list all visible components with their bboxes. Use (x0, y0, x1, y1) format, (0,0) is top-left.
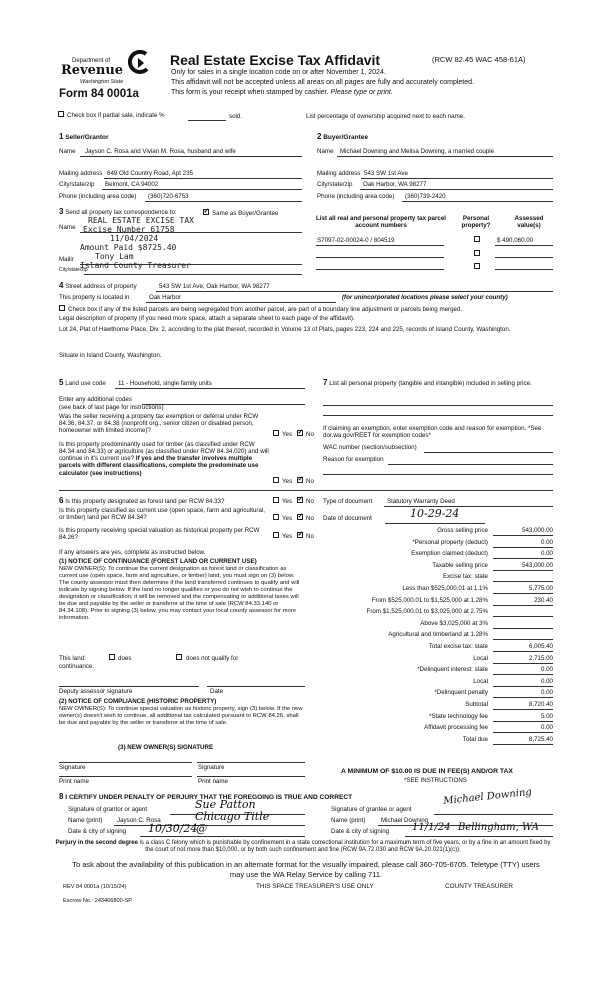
dept-revenue: Revenue (61, 63, 124, 78)
additional-codes-label: Enter any additional codes (59, 396, 132, 403)
tax-row-label: Above $3,025,000 at 3% (420, 619, 488, 627)
seller-mail: 649 Old Country Road, Apt 235 (107, 170, 193, 177)
sec6-if-yes: If any answers are yes, complete as instructed below. (59, 549, 206, 556)
reason-label: Reason for exemption (323, 456, 384, 463)
historic-yes-checkbox[interactable] (273, 532, 279, 538)
form-number: Form 84 0001a (59, 88, 139, 100)
sec5-q2: Is this property predominantly used for timber (as classified under RCW 84.34 and 84.33) or agriculture (as classified under RCW 84.34.020) and will continue in it's current use? If yes and the transfer involves multiple parcels with different classifications, complete the predominate use calculator (see instructions) (59, 441, 269, 477)
partial-sold: sold. (229, 113, 243, 120)
grantee-city: Bellingham, WA (458, 822, 539, 833)
land-use-code: 11 - Household, single family units (118, 380, 212, 387)
same-as-buyer-label: Same as Buyer/Grantee (212, 210, 279, 217)
land-use-line (115, 388, 305, 389)
sec6-q2: Is this property classified as current use (open space, farm and agricultural, or timber) land per RCW 84.34? (59, 507, 266, 522)
tax-row-label: *Personal property (deduct) (412, 538, 488, 546)
historic-no-label: No (306, 533, 314, 540)
seller-phone-label: Phone (including area code) (59, 193, 137, 200)
tax-row-label: *Delinquent interest: state (417, 666, 488, 674)
tax-row-line (493, 581, 553, 582)
parcel-line2 (316, 257, 444, 258)
grantor-signature: Sue Patton (195, 798, 256, 811)
legal-description-1: Lot 24, Plat of Hawthorne Place, Div. 2, according to the plat thereof, recorded in Volume 13 of Plats, pages 223, 224 and 225, records of Island County, Washington. (59, 326, 511, 333)
assessed-value: $ 490,060.00 (497, 237, 534, 244)
assessed-line3 (495, 269, 553, 270)
reason-line2 (323, 474, 553, 475)
notice2-title: (2) NOTICE OF COMPLIANCE (HISTORIC PROPERTY) (59, 698, 217, 705)
grantee-date: 11/1/24 (412, 822, 451, 833)
does-not-qualify-checkbox[interactable] (176, 654, 182, 660)
legal-description-label: Legal description of property (if you need more space, attach a separate sheet to each page of the affidavit). (59, 315, 355, 322)
buyer-phone-line (402, 201, 553, 202)
partial-sale-checkbox[interactable] (58, 111, 64, 117)
buyer-mail: 543 SW 1st Ave (364, 170, 408, 177)
tax-row-label: Local (473, 677, 488, 685)
sec6-q1: 6 Is this property designated as forest land per RCW 84.33? (59, 496, 225, 505)
tax-row-value: 0.00 (540, 538, 553, 546)
forest-no-label: No (306, 498, 314, 505)
stamp-line2: Excise Number 61758 (83, 225, 175, 234)
q2-no-checkbox[interactable] (297, 477, 303, 483)
doc-type-label: Type of document (323, 498, 373, 505)
seller-mail-line (104, 178, 302, 179)
wac-line (424, 452, 553, 453)
seller-phone: (360)720-6753 (148, 193, 189, 200)
grantor-city-handwriting: Chicago Title (195, 810, 270, 823)
header-note3: This form is your receipt when stamped by cashier. Please type or print. (171, 89, 393, 96)
dept-line3: Washington State (80, 79, 124, 85)
grantor-date-line (140, 836, 305, 837)
current-use-no-checkbox[interactable] (297, 514, 303, 520)
deputy-date-label: Date (210, 688, 224, 695)
this-land-label: This land: (59, 655, 86, 662)
personal-property-checkbox-2[interactable] (474, 250, 480, 256)
tax-row-label: Exemption claimed (deduct) (411, 550, 488, 558)
tax-row-value: 230.40 (534, 596, 553, 604)
tax-row-value: 6,005.40 (528, 643, 553, 650)
q1-no-label: No (306, 431, 314, 438)
seller-city: Belmont, CA 94002 (105, 181, 159, 188)
tax-row-value: 543,000.00 (522, 561, 553, 569)
additional-codes-note: (see back of last page for instructions) (59, 404, 164, 411)
assessed-col-header: Assessed value(s) (514, 215, 544, 230)
grantee-signature: Michael Downing (442, 786, 533, 808)
buyer-phone: (360)739-2420 (405, 193, 446, 200)
stamp-line1: REAL ESTATE EXCISE TAX (88, 216, 194, 225)
new-owner-print-line1 (59, 776, 192, 777)
notice1-body: NEW OWNER(S): To continue the current designation as forest land or classification as current use (open space, farm and agriculture, or timber) land, you must sign on (3) below. The county assessor must then determine if the land transferred continues to qualify and will indicate by signing below. If the land no longer qualifies or you do not wish to continue the designation or classification, it will be removed and the compensating or additional taxes will be due and payable by the seller or transferor at the time of sale (RCW 84.33.140 or 84.34.108). Prior to signing (3) below, you may contact your local county assessor for more information. (59, 566, 300, 621)
stamp-line5: Tony Lam (95, 252, 134, 261)
buyer-name-line (337, 156, 553, 157)
notice1-title: (1) NOTICE OF CONTINUANCE (FOREST LAND OR CURRENT USE) (59, 558, 257, 565)
tax-row-value: 543,000.00 (522, 527, 553, 534)
doc-type: Statutory Warranty Deed (387, 498, 455, 505)
forest-yes-checkbox[interactable] (273, 497, 279, 503)
continuance-label: continuance. (59, 663, 95, 670)
reason-line (388, 464, 553, 465)
form-citation: (RCW 82.45 WAC 458-61A) (432, 55, 526, 64)
sec3-mail-label: Mailir (59, 256, 74, 263)
sec7-label: 7 List all personal property (tangible and intangible) included in selling price. (323, 378, 532, 387)
escrow-number: Escrow No.: 243466800-SP (63, 898, 133, 904)
q2-yes-label: Yes (282, 478, 293, 485)
seller-city-label: City/state/zip (59, 181, 95, 188)
dept-line1: Department of (72, 58, 111, 64)
tax-row-line (493, 651, 553, 652)
legal-description-2: Situate in Island County, Washington. (59, 352, 162, 359)
sec4-address-line (156, 291, 553, 292)
minimum-due-note: A MINIMUM OF $10.00 IS DUE IN FEE(S) AND/OR TAX (341, 768, 513, 775)
tax-row-line (493, 709, 553, 710)
tax-row-label: *Delinquent penalty (434, 689, 488, 697)
tax-row-line (493, 663, 553, 664)
access-note: To ask about the availability of this publication in an alternate format for the visually impaired, please call 360-705-6705. Teletype (TTY) users may use the WA Relay Service by calling 711. (72, 860, 540, 879)
header-note2: This affidavit will not be accepted unless all areas on all pages are fully and accurately completed. (171, 79, 474, 86)
doc-date: 10-29-24 (410, 507, 460, 520)
tax-row-label: Total excise tax: state (428, 643, 488, 650)
grantee-date-label: Date & city of signing (331, 828, 390, 835)
buyer-city-line (360, 189, 553, 190)
assessed-line2 (495, 257, 553, 258)
q2-yes-checkbox[interactable] (273, 477, 279, 483)
sec4-address-label: 4 Street address of property (59, 281, 137, 290)
buyer-name-label: Name (317, 148, 334, 155)
sec5-land-use-label: 5 Land use code (59, 378, 106, 387)
sec4-located: Oak Harbor (149, 294, 181, 301)
buyer-city: Oak Harbor, WA 98277 (363, 181, 427, 188)
tax-row-line (493, 721, 553, 722)
tax-row-label: Excise tax: state (442, 573, 488, 581)
grantee-name-label: Name (print) (331, 817, 366, 824)
deputy-sig-line (59, 686, 199, 687)
sec4-address: 543 SW 1st Ave, Oak Harbor, WA 98277 (159, 283, 270, 290)
current-use-no-label: No (306, 515, 314, 522)
seller-mail-label: Mailing address (59, 170, 103, 177)
sec3-name-label: Name (59, 224, 76, 231)
tax-row-line (493, 547, 553, 548)
sec3-city-line (84, 274, 302, 275)
tax-row-line (493, 639, 553, 640)
tax-row-line (493, 686, 553, 687)
treasurer-use: THIS SPACE TREASURER'S USE ONLY (256, 883, 374, 890)
sec7-line1 (323, 405, 553, 406)
perjury-note: Perjury in the second degree is a class C felony which is punishable by confinement in a state correctional institution for a maximum term of five years, or by a fine in an amount fixed by the court of not more than $10,000, or by both such confinement and fine (RCW 9A.72.030 and RCW 9A.20.021(1)(c)). (55, 840, 551, 853)
tax-row-label: Affidavit processing fee (424, 724, 488, 732)
forest-yes-label: Yes (282, 498, 293, 505)
buyer-name: Michael Downing and Melisa Downing, a married couple (340, 148, 495, 155)
seller-heading: 1 Seller/Grantor (59, 132, 109, 141)
buyer-mail-line (361, 178, 553, 179)
sec4-located-line (146, 302, 336, 303)
county-treasurer: COUNTY TREASURER (445, 883, 513, 890)
new-owner-print-2: Print name (198, 778, 228, 785)
doc-date-label: Date of document (323, 515, 372, 522)
tax-row-line (493, 593, 553, 594)
sec7-exempt: If claiming an exemption, enter exemption code and reason for exemption. *See dor.wa.gov/REET for exemption codes* (323, 425, 542, 440)
personal-property-checkbox-1[interactable] (474, 236, 480, 242)
sec3-city-label: City/state/zip (59, 267, 88, 273)
buyer-city-label: City/state/zip (317, 181, 353, 188)
sec7-line2 (323, 415, 553, 416)
deputy-date-line (207, 686, 305, 687)
tax-row-value: 0.00 (540, 666, 553, 674)
grantor-date: 10/30/24 (148, 822, 198, 835)
does-label: does (118, 655, 132, 662)
new-owner-print-line2 (197, 776, 305, 777)
tax-row-label: Local (473, 654, 488, 662)
tax-row-label: Total due (462, 735, 488, 743)
header-note1: Only for sales in a single location code on or after November 1, 2024. (171, 69, 386, 76)
tax-row-line (493, 570, 553, 571)
segregate-checkbox[interactable] (59, 305, 65, 311)
parcel-col-header: List all real and personal property tax parcel account numbers (316, 215, 446, 230)
tax-row-label: Subtotal (465, 701, 488, 708)
partial-pct-field[interactable] (188, 120, 226, 121)
tax-row-label: Agricultural and timberland at 1.28% (388, 631, 488, 639)
doc-date-line (385, 523, 485, 524)
notice2-body: NEW OWNER(S): To continue special valuation as historic property, sign (3) below. If the new owner(s) doesn't wish to continue, all additional tax calculated pursuant to RCW 84.26, shall be due and payable by the seller or transferor at the time of sale. (59, 706, 303, 726)
sec4-unincorporated: (for unincorporated locations please select your county) (342, 294, 508, 301)
new-owner-print-1: Print name (59, 778, 89, 785)
new-owner-sig-line1 (59, 762, 192, 763)
tax-row-value: 5,775.00 (528, 585, 553, 592)
tax-row-line (493, 558, 553, 559)
seller-city-line (102, 189, 302, 190)
tax-row-value: 5.00 (540, 712, 553, 720)
tax-row-line (493, 605, 553, 606)
new-owner-signature-2: Signature (198, 764, 225, 771)
segregate-label: Check box if any of the listed parcels are being segregated from another parcel, are part of a boundary line adjustment or parcels being merged. (68, 306, 463, 313)
wac-label: WAC number (section/subsection) (323, 444, 417, 451)
does-qualify-checkbox[interactable] (109, 654, 115, 660)
new-owner-signature-1: Signature (59, 764, 86, 771)
tax-row-value: 0.00 (540, 689, 553, 697)
buyer-phone-label: Phone (including area code) (317, 193, 395, 200)
grantee-name: Michael Downing (381, 817, 429, 824)
seller-name: Jayson C. Rosa and Vivian M. Rosa, husband and wife (85, 148, 236, 155)
tax-row-label: *State technology fee (429, 712, 488, 720)
tax-row-label: Gross selling price (437, 527, 488, 534)
parcel-line1 (316, 245, 444, 246)
new-owner-sig-line2 (197, 762, 305, 763)
grantee-date-line (405, 836, 553, 837)
divider-sec6 (59, 490, 553, 491)
sec4-located-label: This property is located in (59, 294, 130, 301)
tax-row-label: Taxable selling price (432, 561, 488, 569)
seller-phone-line (145, 201, 302, 202)
tax-row-value: 8,725.40 (528, 735, 553, 743)
notice3-title: (3) NEW OWNER(S) SIGNATURE (118, 744, 214, 751)
q1-yes-checkbox[interactable] (273, 430, 279, 436)
buyer-mail-label: Mailing address (317, 170, 361, 177)
tax-row-line (493, 732, 553, 733)
deputy-signature-label: Deputy assessor signature (59, 688, 133, 695)
grantor-sig-label: Signature of grantor or agent (68, 806, 148, 813)
tax-row-value: 0.00 (540, 724, 553, 732)
current-use-yes-label: Yes (282, 515, 293, 522)
stamp-line3: 11/04/2024 (110, 234, 159, 243)
sec3-heading: 3 Send all property tax correspondence to: (59, 207, 177, 216)
sec8-heading: 8 I CERTIFY UNDER PENALTY OF PERJURY THAT THE FOREGOING IS TRUE AND CORRECT (59, 792, 353, 801)
tax-row-label: From $1,525,000.01 to $3,025,000 at 2.75% (366, 608, 488, 616)
seller-name-label: Name (59, 148, 76, 155)
q1-yes-label: Yes (282, 431, 293, 438)
tax-row-line (493, 674, 553, 675)
personal-property-checkbox-3[interactable] (474, 263, 480, 269)
seller-name-line (80, 156, 302, 157)
revenue-logo-icon (126, 50, 150, 76)
form-title: Real Estate Excise Tax Affidavit (170, 52, 381, 68)
current-use-yes-checkbox[interactable] (273, 514, 279, 520)
stamp-line6: Island County Treasurer (80, 261, 191, 270)
additional-codes-line (142, 404, 305, 405)
q1-no-checkbox[interactable] (297, 430, 303, 436)
tax-row-value: 8,720.40 (528, 701, 553, 708)
historic-no-checkbox[interactable] (297, 532, 303, 538)
grantor-date-label: Date & city of signing (68, 828, 127, 835)
tax-row-line (493, 744, 553, 745)
rev-number: REV 84 0001a (10/15/24) (63, 884, 127, 890)
parcel-line3 (316, 269, 444, 270)
grantor-name-line (114, 825, 305, 826)
tax-row-line (493, 697, 553, 698)
tax-row-value: 2,715.00 (528, 654, 553, 662)
same-as-buyer-checkbox[interactable] (203, 209, 209, 215)
see-instructions: *SEE INSTRUCTIONS (404, 777, 467, 784)
buyer-heading: 2 Buyer/Grantee (317, 132, 368, 141)
sec5-q1: Was the seller receiving a property tax exemption or deferral under RCW 84.36, 84.37, or 84.38 (nonprofit org., senior citizen or disabled person, homeowner with limited income)? (59, 413, 259, 435)
tax-row-value: 0.00 (540, 550, 553, 558)
tax-row-line (493, 628, 553, 629)
tax-row-label: From $525,000.01 to $1,525,000 at 1.28% (371, 596, 488, 604)
forest-no-checkbox[interactable] (297, 497, 303, 503)
assessed-line1 (495, 245, 553, 246)
grantor-at-icon: @ (196, 822, 207, 835)
tax-row-value: 0.00 (540, 677, 553, 685)
list-percentage-note: List percentage of ownership acquired next to each name. (306, 113, 465, 120)
does-not-label: does not qualify for (186, 655, 239, 662)
tax-row-line (493, 616, 553, 617)
personal-col-header: Personal property? (461, 215, 491, 230)
sec6-q3: Is this property receiving special valuation as historical property per RCW 84.26? (59, 527, 260, 542)
grantor-name: Jayson C. Rosa (117, 817, 161, 824)
parcel-number: S7097-02-00024-0 / 804519 (317, 237, 395, 244)
q2-no-label: No (306, 478, 314, 485)
tax-row-label: Less than $525,000.01 at 1.1% (402, 585, 488, 592)
grantee-sig-label: Signature of grantee or agent (331, 806, 412, 813)
partial-sale-label: Check box if partial sale, indicate % (67, 112, 165, 119)
tax-row-line (493, 535, 553, 536)
historic-yes-label: Yes (282, 533, 293, 540)
grantee-sig-line (434, 814, 553, 815)
grantor-name-label: Name (print) (68, 817, 103, 824)
stamp-line4: Amount Paid $8725.40 (80, 243, 177, 252)
